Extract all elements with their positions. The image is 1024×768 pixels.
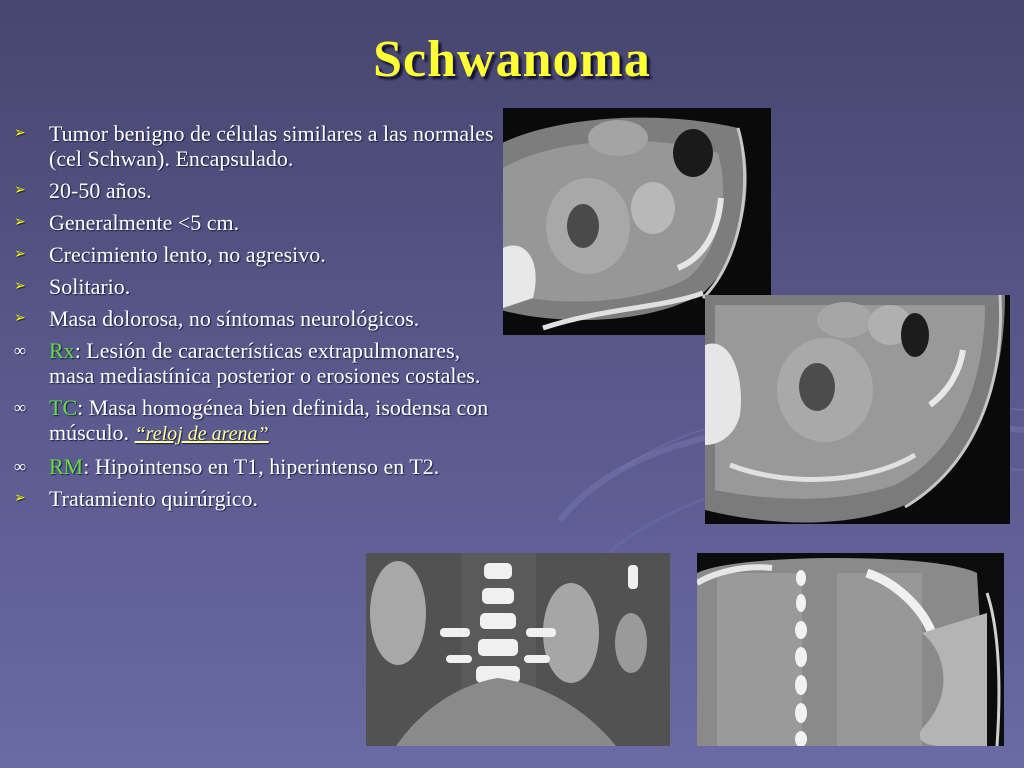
arrow-bullet-icon: ➢: [14, 215, 26, 230]
bullet-item: ➢ Masa dolorosa, no síntomas neurológicos.: [10, 306, 502, 331]
arrow-bullet-icon: ➢: [14, 491, 26, 506]
bullet-item-rm: ∞ RM: Hipointenso en T1, hiperintenso en T2.: [10, 454, 502, 479]
coronal-ct-left-image: [366, 553, 670, 746]
bullet-item: ➢ Tratamiento quirúrgico.: [10, 486, 502, 511]
bullet-list: [10, 121, 502, 518]
keyword-tc: TC: [49, 395, 78, 420]
axial-ct-lower-image: [705, 295, 1010, 524]
infinity-bullet-icon: ∞: [13, 341, 27, 360]
bullet-item: ➢ Generalmente <5 cm.: [10, 210, 502, 235]
coronal-ct-right-image: [697, 553, 1004, 746]
bullet-item-tc: ∞ TC: Masa homogénea bien definida, isodensa con músculo. “reloj de arena”: [10, 395, 502, 447]
bullet-item: ➢ 20-50 años.: [10, 178, 502, 203]
arrow-bullet-icon: ➢: [14, 247, 26, 262]
arrow-bullet-icon: ➢: [14, 311, 26, 326]
infinity-bullet-icon: ∞: [13, 457, 27, 476]
keyword-rx: Rx: [49, 338, 75, 363]
arrow-bullet-icon: ➢: [14, 183, 26, 198]
arrow-bullet-icon: ➢: [14, 126, 26, 141]
bullet-item: ➢ Tumor benigno de células similares a las normales (cel Schwan). Encapsulado.: [10, 121, 502, 171]
bullet-item: ➢ Crecimiento lento, no agresivo.: [10, 242, 502, 267]
keyword-rm: RM: [49, 454, 84, 479]
slide-title: Schwanoma: [373, 31, 651, 88]
bullet-item-rx: ∞ Rx: Lesión de características extrapulmonares, masa mediastínica posterior o erosiones costales.: [10, 338, 502, 388]
hourglass-quote: “reloj de arena”: [134, 423, 269, 445]
arrow-bullet-icon: ➢: [14, 279, 26, 294]
bullet-item: ➢ Solitario.: [10, 274, 502, 299]
infinity-bullet-icon: ∞: [13, 398, 27, 417]
